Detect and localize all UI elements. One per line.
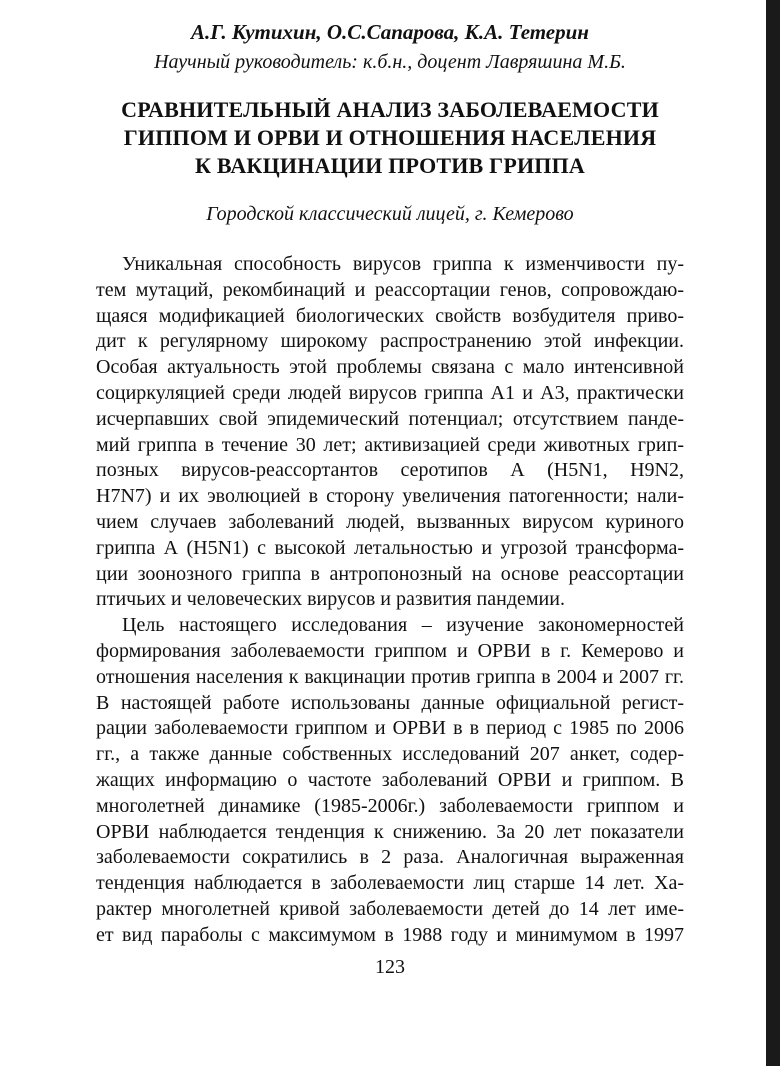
page-number: 123 — [375, 956, 405, 978]
authors: А.Г. Кутихин, О.С.Сапарова, К.А. Тетерин — [191, 20, 589, 44]
body-line: тем мутаций, рекомбинаций и реассортации генов, сопровождаю- — [96, 278, 684, 301]
body-text — [96, 252, 684, 949]
body-line: многолетней динамике (1985-2006г.) заболеваемости гриппом и — [96, 794, 684, 817]
body-line: H7N7) и их эволюцией в сторону увеличения патогенности; нали- — [96, 485, 684, 508]
body-line: мий гриппа в течение 30 лет; активизацией среди животных грип- — [96, 433, 684, 456]
body-line: отношения населения к вакцинации против гриппа в 2004 и 2007 гг. — [96, 665, 684, 688]
body-line: Цель настоящего исследования – изучение закономерностей — [122, 614, 684, 637]
body-line: гриппа А (H5N1) с высокой летальностью и угрозой трансформа- — [96, 536, 684, 559]
title-line: ГИППОМ И ОРВИ И ОТНОШЕНИЯ НАСЕЛЕНИЯ — [123, 125, 657, 150]
body-line: формирования заболеваемости гриппом и ОРВИ в г. Кемерово и — [96, 639, 684, 662]
body-line: Особая актуальность этой проблемы связана с мало интенсивной — [96, 356, 684, 379]
body-line: заболеваемости сократились в 2 раза. Аналогичная выраженная — [96, 846, 684, 869]
affiliation: Городской классический лицей, г. Кемерово — [206, 203, 574, 225]
body-line: дит к регулярному широкому распространению этой инфекции. — [96, 330, 684, 353]
body-line: исчерпавших свой эпидемический потенциал; отсутствием панде- — [96, 407, 684, 430]
body-line: жащих информацию о частоте заболеваний ОРВИ и гриппом. В — [96, 768, 684, 791]
body-line: позных вирусов-реассортантов серотипов А (H5N1, H9N2, — [96, 459, 684, 482]
body-line: тенденция наблюдается в заболеваемости лиц старше 14 лет. Ха- — [96, 872, 684, 895]
body-line: ет вид параболы с максимумом в 1988 году и минимумом в 1997 — [96, 923, 684, 946]
body-line: ции зоонозного гриппа в антропонозный на основе реассортации — [96, 562, 684, 585]
title-line: СРАВНИТЕЛЬНЫЙ АНАЛИЗ ЗАБОЛЕВАЕМОСТИ — [121, 97, 659, 122]
body-line: чием случаев заболеваний людей, вызванных вирусом куриного — [96, 510, 684, 533]
body-line: Уникальная способность вирусов гриппа к изменчивости пу- — [122, 253, 684, 275]
paper-title — [0, 96, 780, 180]
body-line: щаяся модификацией биологических свойств возбудителя приво- — [96, 304, 684, 327]
title-line: К ВАКЦИНАЦИИ ПРОТИВ ГРИППА — [195, 153, 585, 178]
body-line: гг., а также данные собственных исследований 207 анкет, содер- — [96, 743, 684, 766]
body-line: В настоящей работе использованы данные официальной регист- — [96, 691, 684, 714]
scan-edge-shadow — [766, 0, 780, 1066]
body-line: рации заболеваемости гриппом и ОРВИ в в период с 1985 по 2006 — [96, 717, 684, 740]
body-line: рактер многолетней кривой заболеваемости детей до 14 лет име- — [96, 897, 684, 920]
body-line: ОРВИ наблюдается тенденция к снижению. За 20 лет показатели — [96, 820, 684, 843]
scientific-advisor: Научный руководитель: к.б.н., доцент Лавряшина М.Б. — [154, 51, 626, 73]
body-line: птичьих и человеческих вирусов и развития пандемии. — [96, 588, 565, 611]
body-line: социркуляцией среди людей вирусов гриппа А1 и А3, практически — [96, 381, 684, 404]
